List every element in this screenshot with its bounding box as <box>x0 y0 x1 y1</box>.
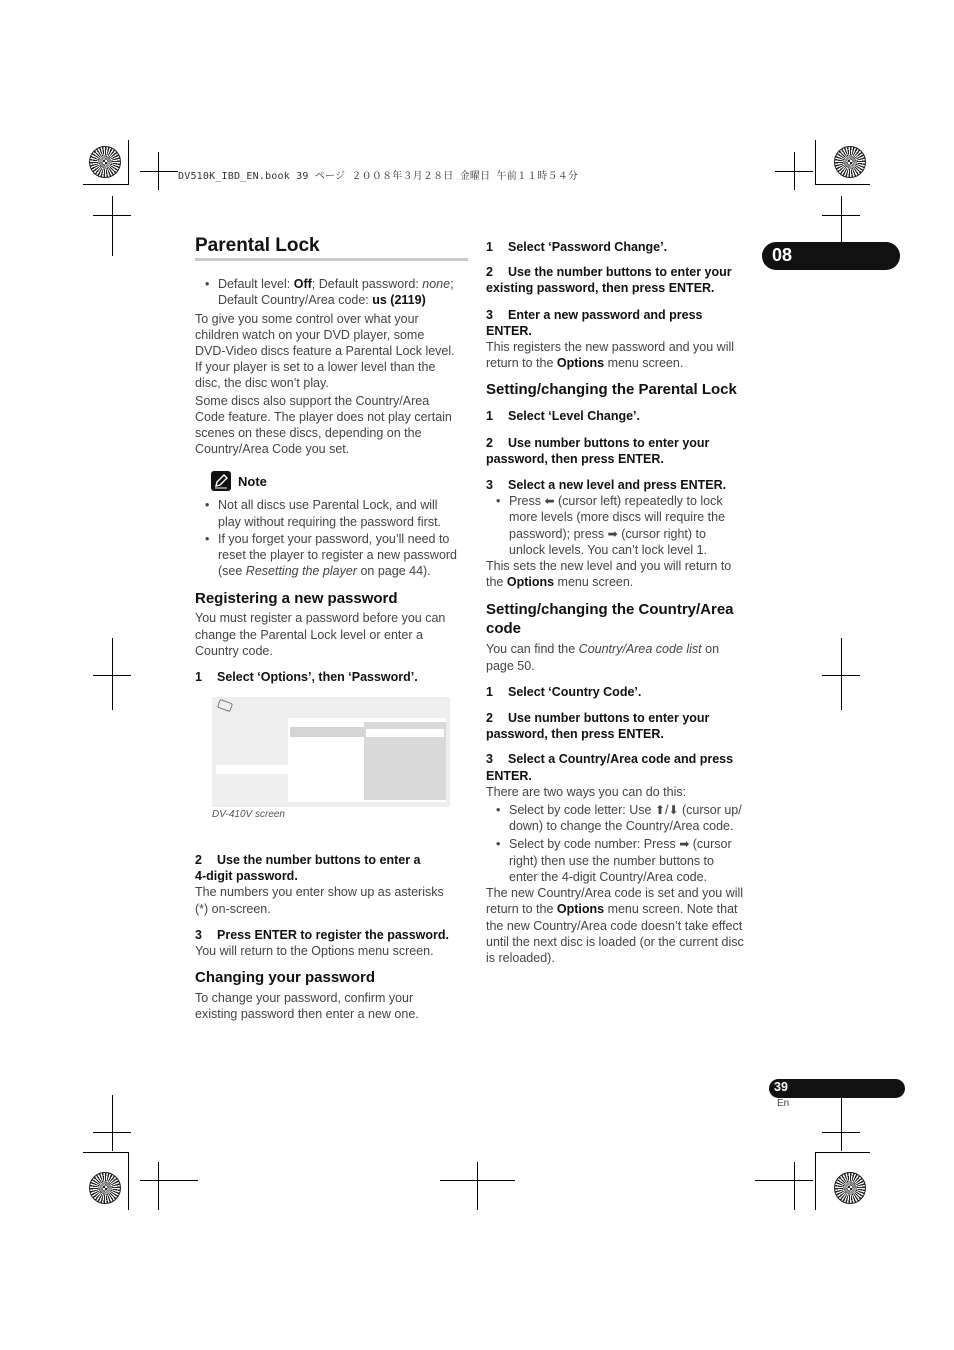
section-heading-parental-lock: Setting/changing the Parental Lock <box>486 381 737 399</box>
level-body: This sets the new level and you will return to the Options menu screen. <box>486 559 732 590</box>
page-number-tab <box>769 1079 905 1098</box>
step-level-3: 3 Select a new level and press ENTER. <box>486 478 727 493</box>
country-bullet-letter: • Select by code letter: Use ⬆/⬇ (cursor up/ down) to change the Country/Area code. <box>486 802 761 834</box>
chapter-number: 08 <box>772 245 793 265</box>
arrow-right-icon: ➡ <box>607 526 618 541</box>
title-rule <box>195 258 468 261</box>
chapter-tab <box>762 242 900 270</box>
step-country-3: 3 Select a Country/Area code and press ENTER. <box>486 752 734 783</box>
note-item: • Not all discs use Parental Lock, and will play without requiring the password first. <box>195 497 468 529</box>
section-heading-change: Changing your password <box>195 969 376 987</box>
country-end-paragraph: The new Country/Area code is set and you will return to the Options menu screen. Note that the new Country/Area code doesn’t take effect until the next disc is loaded (or the current disc is reloaded). <box>486 886 744 965</box>
step-password-change-3: 3 Enter a new password and press ENTER. <box>486 307 703 338</box>
intro-paragraph-2: Some discs also support the Country/Area Code feature. The player does not play certain scenes on these discs, depending on the Country/Area Code you set. <box>195 393 452 457</box>
country-bullet-number: • Select by code number: Press ➡ (cursor right) then use the number buttons to enter the 4-digit Country/Area code. <box>486 836 761 885</box>
password-change-body: This registers the new password and you will return to the Options menu screen. <box>486 340 735 371</box>
section-heading-country-area: Setting/changing the Country/Area code <box>486 601 734 638</box>
arrow-right-icon: ➡ <box>679 837 690 852</box>
step-password-change-2: 2 Use the number buttons to enter your existing password, then press ENTER. <box>486 265 732 296</box>
registration-dial-icon <box>89 1172 121 1204</box>
level-bullet: • Press ⬅ (cursor left) repeatedly to lock more levels (more discs will require the password); press ➡ (cursor right) to unlock levels. You can’t lock level 1. <box>486 493 761 558</box>
intro-paragraph: To give you some control over what your children watch on your DVD player, some DVD-Video discs feature a Parental Lock level. If your player is set to a lower level than the disc, the disc won’t play. <box>195 311 455 391</box>
disc-icon <box>217 699 233 712</box>
note-pencil-icon <box>211 471 231 491</box>
section-heading-register: Registering a new password <box>195 590 398 608</box>
register-paragraph: You must register a password before you can change the Parental Lock level or enter a Country code. <box>195 611 446 658</box>
note-item: • If you forget your password, you’ll need to reset the player to register a new password (see Resetting the player on page 44). <box>195 531 468 580</box>
page-title: Parental Lock <box>195 235 320 256</box>
screen-caption: DV-410V screen <box>212 809 285 820</box>
left-column-lower <box>195 852 468 1023</box>
step-2-body: The numbers you enter show up as asterisks (*) on-screen. <box>195 885 444 916</box>
step-3-body: You will return to the Options menu screen. <box>195 944 434 959</box>
arrow-left-icon: ⬅ <box>544 494 555 509</box>
step-level-1: 1 Select ‘Level Change’. <box>486 409 640 424</box>
step-level-2: 2 Use number buttons to enter your password, then press ENTER. <box>486 435 710 466</box>
registration-dial-icon <box>834 1172 866 1204</box>
registration-dial-icon <box>89 146 121 178</box>
page-language: En <box>777 1098 790 1109</box>
country-step-3-body: There are two ways you can do this: <box>486 784 687 799</box>
step-country-2: 2 Use number buttons to enter your password, then press ENTER. <box>486 711 710 742</box>
note-header <box>195 471 468 495</box>
page-number: 39 <box>774 1080 788 1094</box>
step-2: 2 Use the number buttons to enter a 4-digit password. <box>195 853 421 884</box>
step-3: 3 Press ENTER to register the password. <box>195 927 450 942</box>
step-country-1: 1 Select ‘Country Code’. <box>486 684 642 699</box>
dvd-menu-screen-illustration <box>212 697 450 807</box>
step-1: 1 Select ‘Options’, then ‘Password’. <box>195 670 418 685</box>
arrow-up-icon: ⬆ <box>654 803 665 818</box>
step-password-change-1: 1 Select ‘Password Change’. <box>486 240 668 254</box>
arrow-down-icon: ⬇ <box>668 803 679 818</box>
right-column <box>486 239 761 966</box>
registration-dial-icon <box>834 146 866 178</box>
country-area-intro: You can find the Country/Area code list on page 50. <box>486 642 720 673</box>
defaults-bullet: • Default level: Off; Default password: none; Default Country/Area code: us (2119) <box>195 276 468 308</box>
print-file-info: DV510K_IBD_EN.book 39 ページ ２００８年３月２８日 金曜日 午前１１時５４分 <box>178 171 579 182</box>
note-title: Note <box>238 474 267 490</box>
change-paragraph: To change your password, confirm your existing password then enter a new one. <box>195 991 419 1022</box>
left-column <box>195 235 468 685</box>
